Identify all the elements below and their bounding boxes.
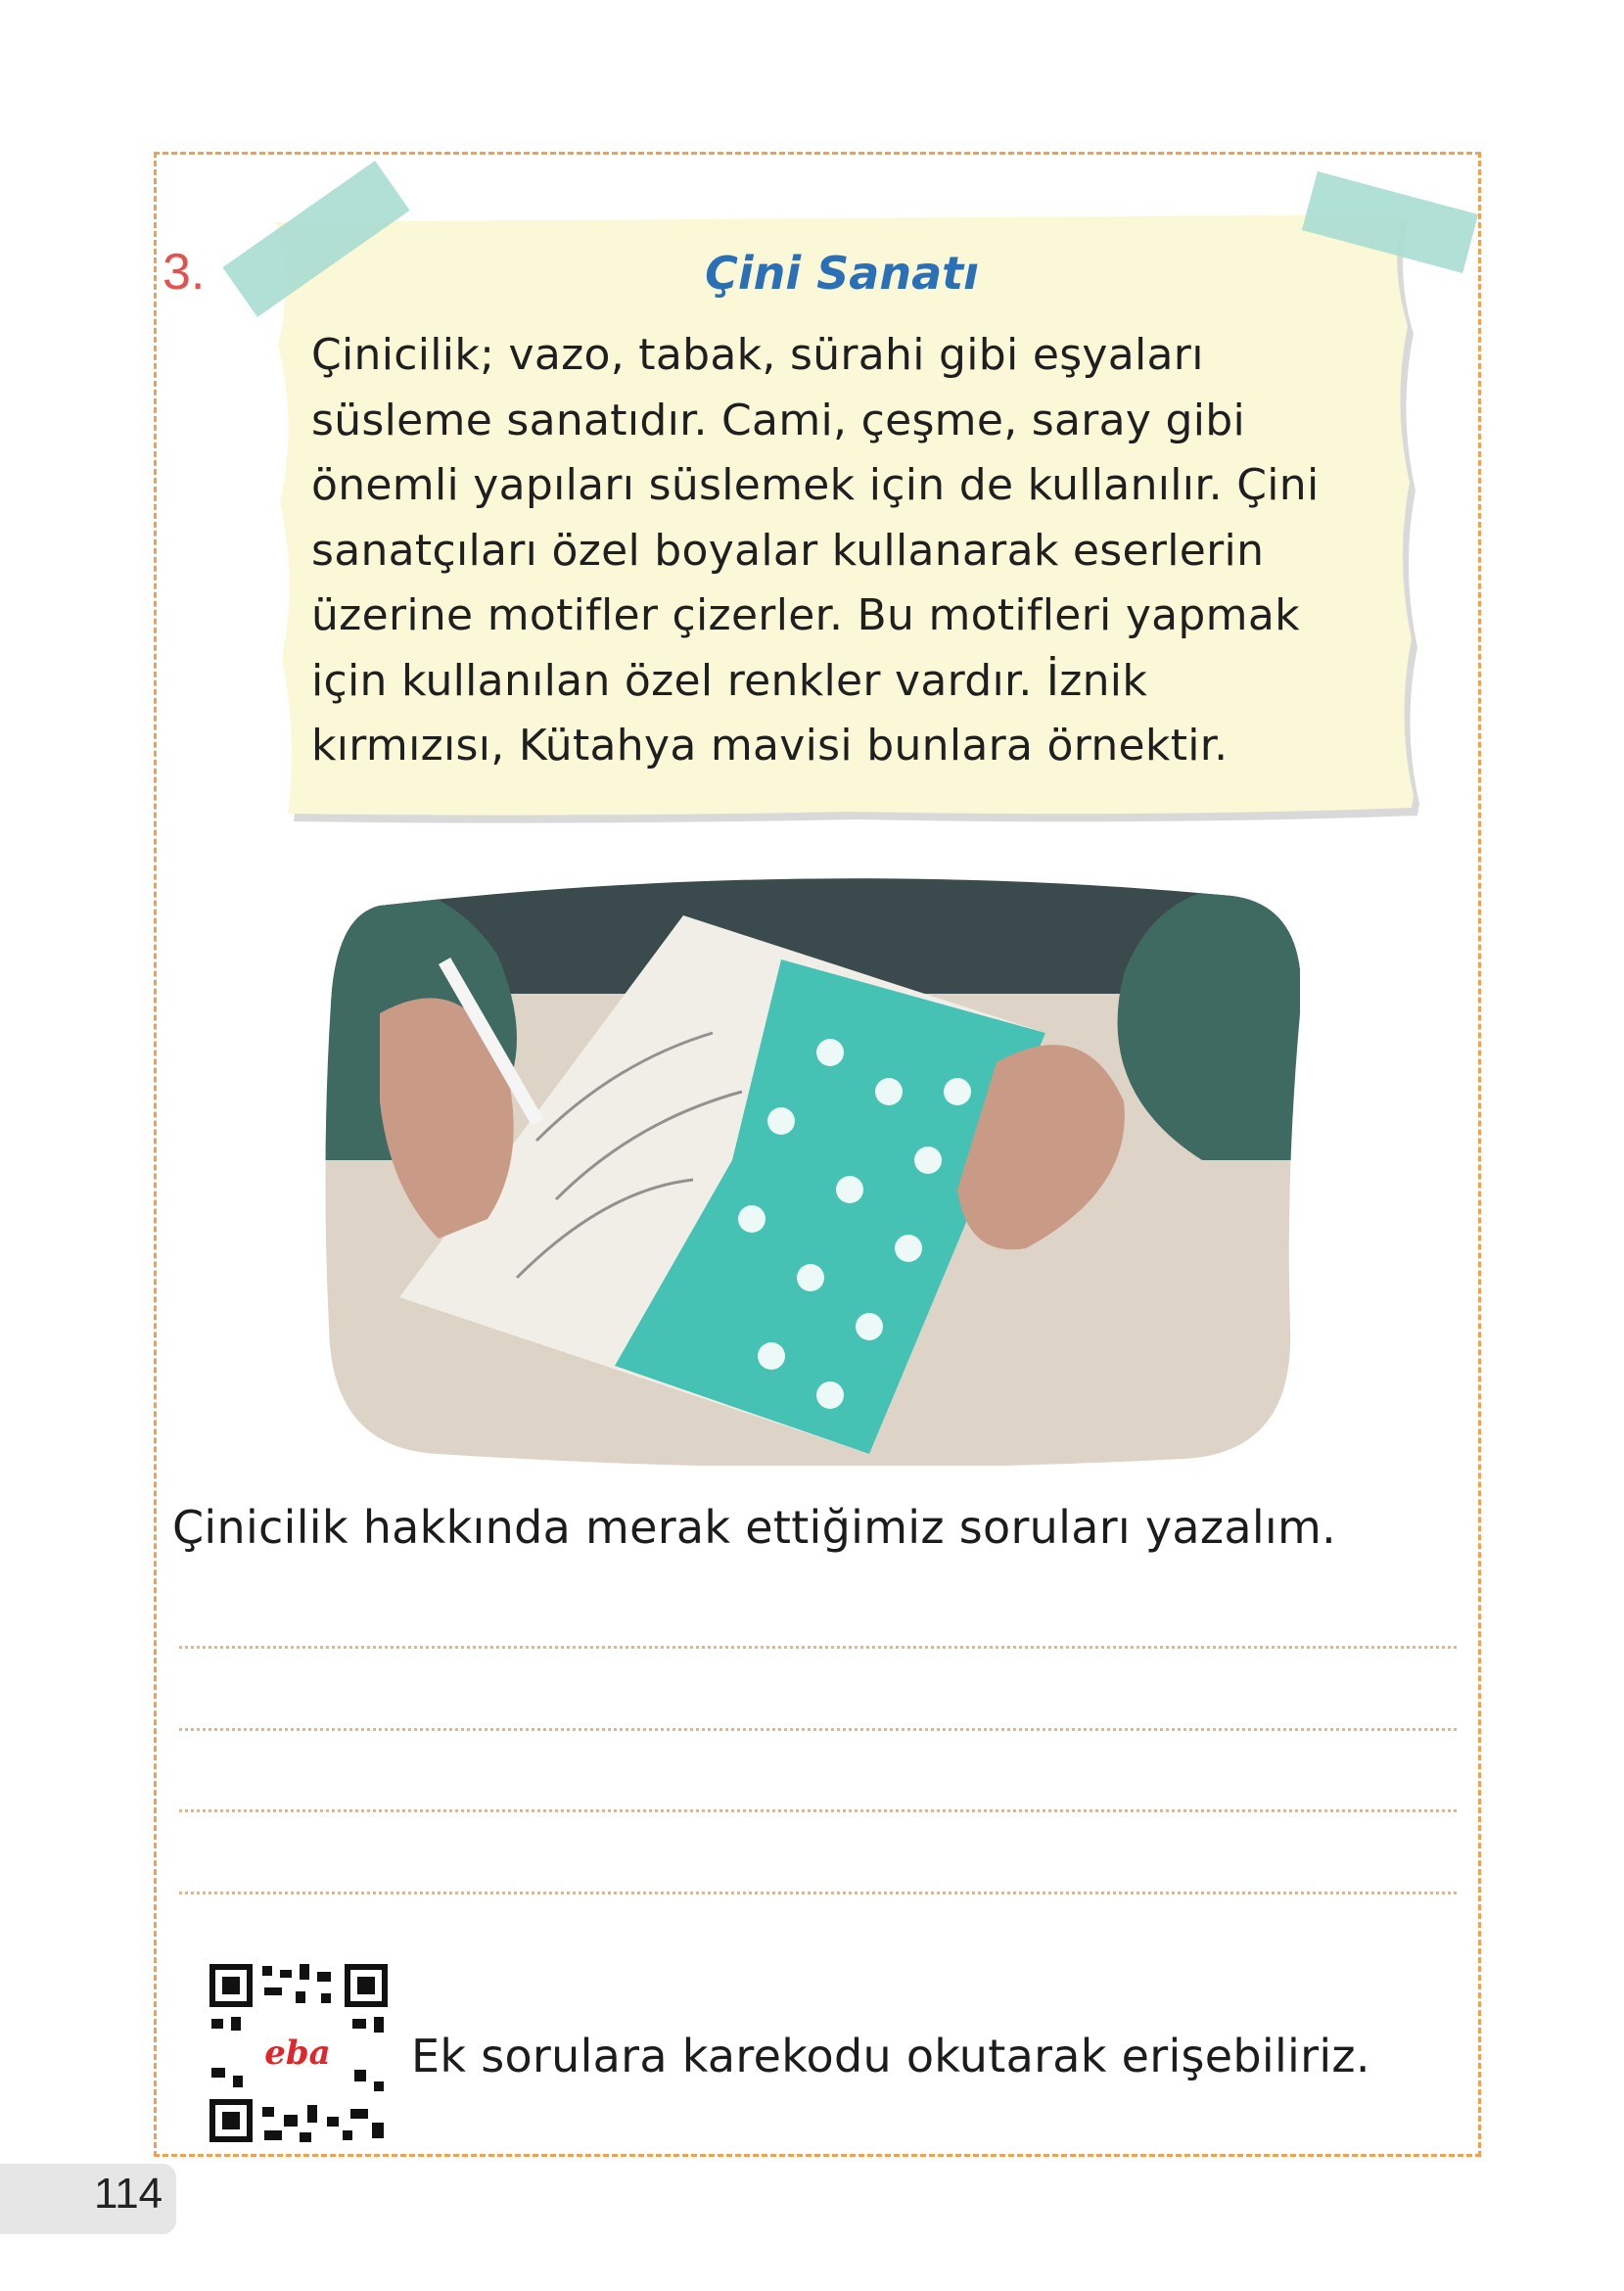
question-number: 3. xyxy=(162,244,206,301)
answer-line[interactable] xyxy=(179,1728,1457,1731)
page-number: 114 xyxy=(94,2170,163,2218)
answer-line[interactable] xyxy=(179,1892,1457,1894)
qr-instruction: Ek sorulara karekodu okutarak erişebiliriz. xyxy=(411,2030,1370,2082)
note-title: Çini Sanatı xyxy=(705,247,979,300)
tile-painting-photo xyxy=(321,866,1300,1466)
note-body: Çinicilik; vazo, tabak, sürahi gibi eşyaları süsleme sanatıdır. Cami, çeşme, saray gibi önemli yapıları süslemek için de kullanılır. Çini sanatçıları özel boyalar kullanarak eserlerin üzerine motifler çizerler. Bu motifleri yapmak için kullanılan özel renkler vardır. İznik kırmızısı, Kütahya mavisi bunlara örnektir. xyxy=(311,330,1320,771)
answer-line[interactable] xyxy=(179,1809,1457,1812)
answer-line[interactable] xyxy=(179,1646,1457,1649)
eba-logo: eba xyxy=(264,2034,331,2073)
writing-prompt: Çinicilik hakkında merak ettiğimiz soruları yazalım. xyxy=(172,1501,1337,1554)
qr-code[interactable] xyxy=(206,1960,392,2146)
